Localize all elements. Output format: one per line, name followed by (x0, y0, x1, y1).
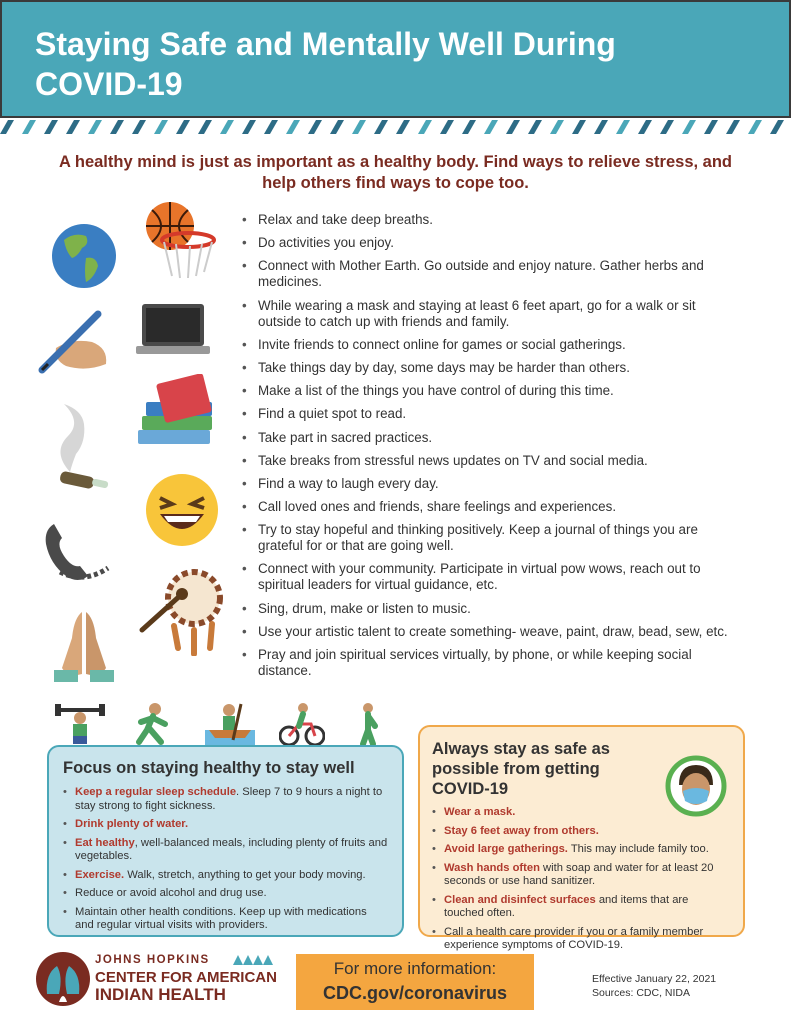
tip-item: • Sing, drum, make or listen to music. (240, 601, 740, 617)
healthy-box (47, 745, 404, 937)
effective-date: Effective January 22, 2021 (592, 973, 717, 985)
healthy-item (63, 887, 388, 901)
healthy-item-text: Walk, stretch, anything to get your body moving. (124, 868, 366, 881)
healthy-item-highlight: Exercise. (75, 868, 125, 881)
safe-item-text: Call a health care provider if you or a family member experience symptoms of COVID-19. (444, 925, 704, 951)
safe-item-highlight: Clean and disinfect surfaces (444, 893, 596, 906)
safe-item (432, 862, 731, 889)
tip-item: • Take breaks from stressful news updates on TV and social media. (240, 453, 740, 469)
tip-item: • Find a way to laugh every day. (240, 476, 740, 492)
globe-icon (50, 222, 118, 290)
jh-caih-logo (35, 950, 285, 1010)
more-info-link[interactable]: CDC.gov/coronavirus (322, 983, 508, 1003)
healthy-list (63, 786, 388, 933)
healthy-item-text: . Sleep 7 to 9 hours a night to stay strong to fight sickness. (75, 786, 383, 812)
healthy-item-text: , well-balanced meals, including plenty of fruits and vegetables. (75, 836, 388, 862)
healthy-item-highlight: Keep a regular sleep schedule (75, 786, 237, 798)
safety-list (432, 806, 731, 953)
healthy-item-highlight: Eat healthy (75, 836, 135, 849)
canoe-icon (205, 700, 255, 746)
safe-item (432, 825, 731, 839)
safe-item-highlight: Avoid large gatherings. (444, 843, 568, 855)
hand-writing-icon (36, 308, 116, 374)
footer-notes (592, 972, 716, 1000)
sources: Sources: CDC, NIDA (592, 987, 691, 999)
cyclist-icon (279, 702, 325, 746)
weightlifter-icon (55, 702, 105, 746)
more-info-box (296, 954, 534, 1010)
healthy-item (63, 906, 388, 933)
activity-icons (30, 196, 230, 696)
praying-hands-icon (48, 608, 120, 684)
safety-title: Always stay as safe as possible from getting COVID-19 (432, 740, 610, 798)
tip-item: • Take things day by day, some days may be harder than others. (240, 360, 740, 376)
healthy-item-highlight: Drink plenty of water. (75, 818, 189, 830)
safe-item-highlight: Stay 6 feet away from others. (444, 824, 599, 837)
logo-line-2: CENTER FOR AMERICAN (95, 969, 277, 986)
laptop-icon (136, 302, 210, 358)
healthy-item (63, 818, 388, 832)
safe-item (432, 894, 731, 921)
logo-line-1: JOHNS HOPKINS (95, 954, 210, 966)
tip-item: • While wearing a mask and staying at least 6 feet apart, go for a walk or sit outside to catch up with friends and family. (240, 298, 740, 330)
safe-item (432, 806, 731, 820)
healthy-item-text: Reduce or avoid alcohol and drug use. (75, 887, 267, 899)
safe-item-text: with soap and water for at least 20 seconds or use hand sanitizer. (444, 861, 714, 887)
walker-icon (353, 702, 383, 746)
tip-item: • Invite friends to connect online for games or social gatherings. (240, 337, 740, 353)
logo-emblem-icon (35, 950, 91, 1008)
tip-item: • Connect with your community. Participate in virtual pow wows, reach out to spiritual leaders for virtual guidance, etc. (240, 561, 740, 593)
tip-item: • Find a quiet spot to read. (240, 406, 740, 422)
safe-item (432, 926, 731, 953)
healthy-item (63, 786, 388, 813)
logo-triangles-icon (233, 955, 273, 965)
safety-box (418, 725, 745, 951)
safe-item-text: and items that are touched often. (444, 893, 689, 919)
exercise-icons (55, 700, 395, 746)
tip-item: • Try to stay hopeful and thinking positively. Keep a journal of things you are grateful for or that are going well. (240, 522, 740, 554)
safe-item-highlight: Wear a mask. (444, 806, 516, 818)
safe-item-highlight: Wash hands often (444, 861, 540, 874)
basketball-hoop-icon (142, 200, 222, 280)
laughing-face-icon (144, 472, 220, 548)
healthy-item (63, 837, 388, 864)
runner-icon (133, 702, 173, 746)
safe-item (432, 843, 731, 857)
drum-icon (138, 568, 228, 656)
sage-smoke-icon (42, 392, 112, 502)
logo-line-3: INDIAN HEALTH (95, 985, 226, 1004)
tip-item: • Relax and take deep breaths. (240, 212, 740, 228)
more-info-label: For more information: (333, 959, 497, 978)
intro-text: A healthy mind is just as important as a healthy body. Find ways to relieve stress, and help others find ways to cope too. (58, 153, 733, 192)
books-icon (134, 374, 218, 454)
header-banner (0, 0, 791, 118)
tip-item: • Take part in sacred practices. (240, 430, 740, 446)
safe-item-text: This may include family too. (567, 843, 709, 855)
native-pattern-border (0, 118, 791, 136)
tips-list (240, 212, 740, 686)
tip-item: • Use your artistic talent to create something- weave, paint, draw, bead, sew, etc. (240, 624, 740, 640)
tip-item: • Pray and join spiritual services virtually, by phone, or while keeping social distance. (240, 647, 740, 679)
tip-item: • Make a list of the things you have control of during this time. (240, 383, 740, 399)
tip-item: • Call loved ones and friends, share feelings and experiences. (240, 499, 740, 515)
healthy-title: Focus on staying healthy to stay well (63, 759, 355, 777)
healthy-item (63, 869, 388, 883)
telephone-icon (40, 514, 116, 582)
tip-item: • Do activities you enjoy. (240, 235, 740, 251)
tip-item: • Connect with Mother Earth. Go outside and enjoy nature. Gather herbs and medicines. (240, 258, 740, 290)
healthy-item-text: Maintain other health conditions. Keep up with medications and regular virtual visits with providers. (75, 905, 367, 931)
page-title: Staying Safe and Mentally Well During COVID-19 (35, 26, 616, 102)
